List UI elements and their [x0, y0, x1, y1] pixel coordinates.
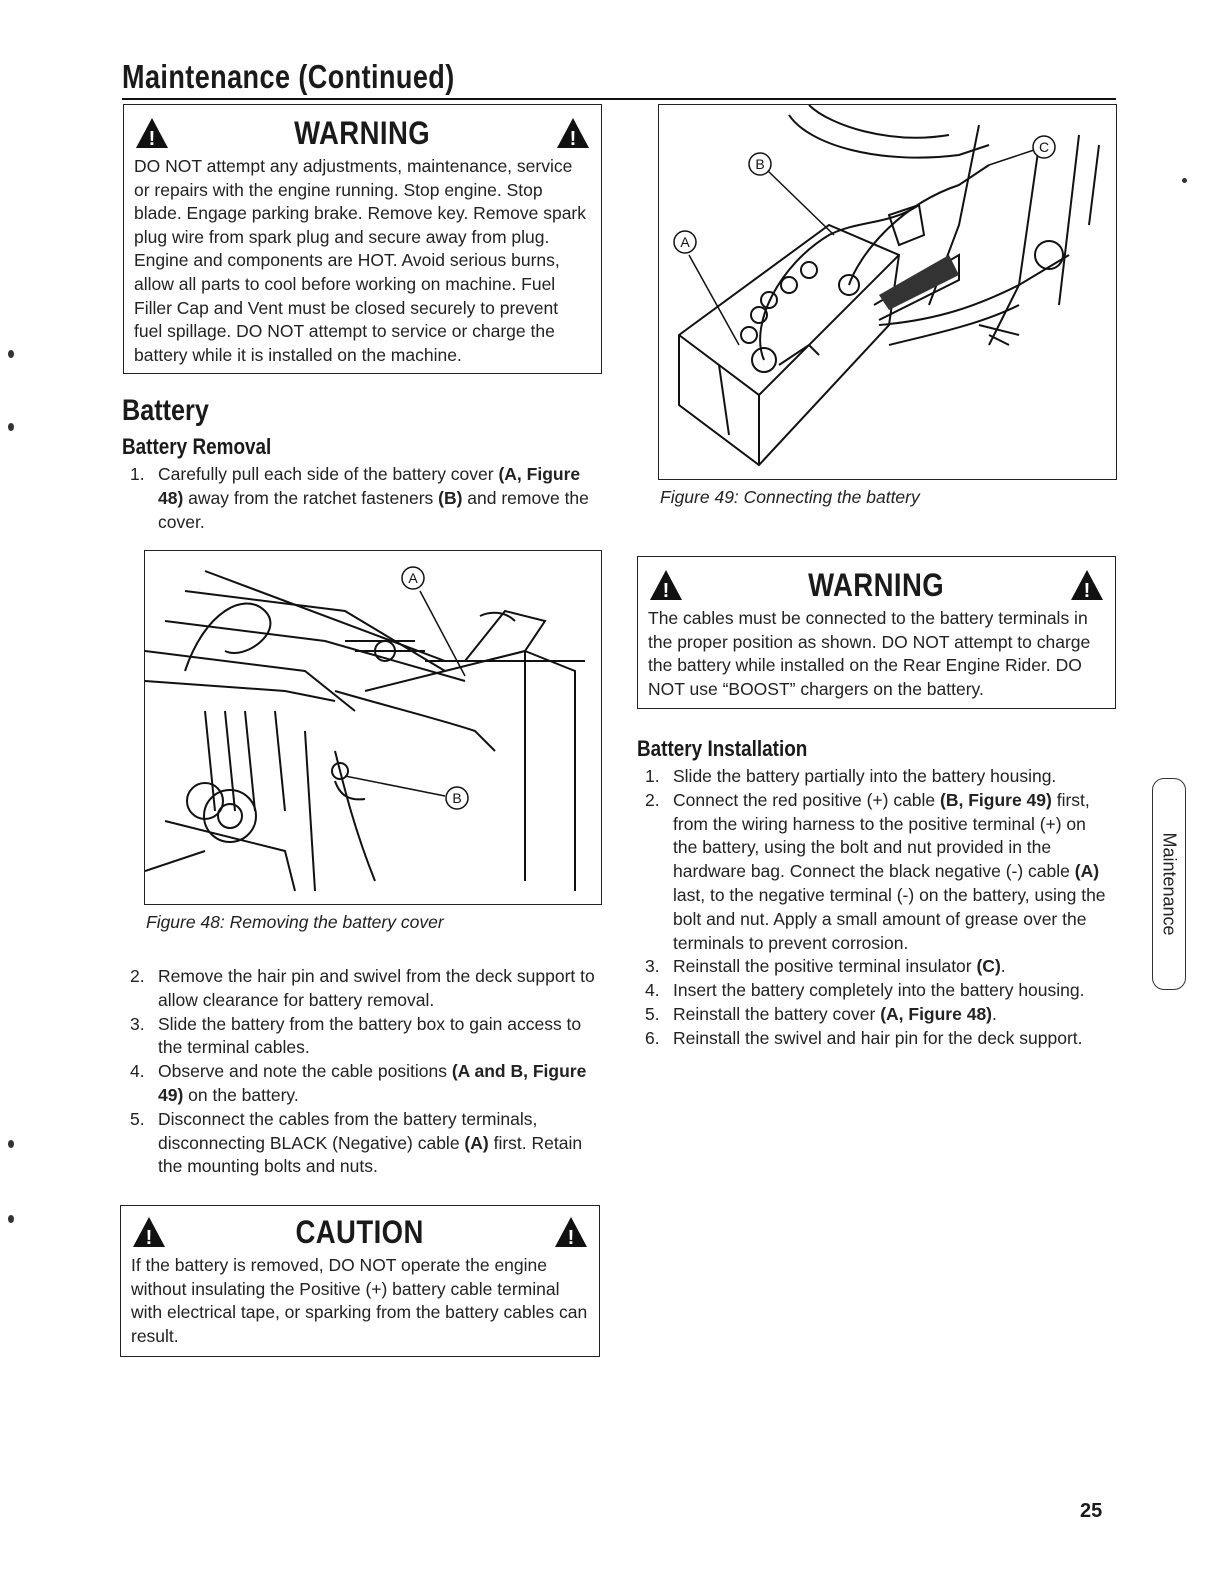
- list-item: 4. Observe and note the cable positions (A and B, Figure 49) on the battery.: [130, 1061, 587, 1105]
- svg-text:!: !: [662, 580, 670, 602]
- list-item: 5. Disconnect the cables from the battery terminals, disconnecting BLACK (Negative) cable (A) first. Retain the mounting bolts and nuts.: [130, 1108, 583, 1177]
- figure-48-callout-a: [402, 567, 424, 589]
- caution-box: [120, 1205, 600, 1357]
- binding-hole-mark: [8, 350, 14, 358]
- warning-header-2: [648, 563, 1105, 607]
- svg-text:C: C: [1038, 139, 1050, 155]
- list-item: 3. Reinstall the positive terminal insulator (C).: [645, 956, 1006, 977]
- warning-text-2: The cables must be connected to the battery terminals in the proper position as shown. DO NOT attempt to charge the battery while installed on the Rear Engine Rider. DO NOT use “BOOST” chargers on the battery.: [648, 608, 1091, 699]
- section-tab-label: Maintenance: [1159, 832, 1180, 936]
- figure-49-illustration: [659, 105, 1115, 478]
- figure-48-illustration: [145, 551, 600, 903]
- warning-box-2: [637, 556, 1116, 709]
- figure-48-callout-b: [446, 787, 468, 809]
- svg-text:!: !: [569, 128, 577, 150]
- list-item: 5. Reinstall the battery cover (A, Figure 48).: [645, 1003, 997, 1024]
- binding-hole-mark: [8, 1215, 14, 1223]
- warning-triangle-icon: [1069, 568, 1105, 602]
- list-item: 1. Slide the battery partially into the battery housing.: [645, 766, 1057, 786]
- list-item: 4. Insert the battery completely into the battery housing.: [645, 980, 1085, 1001]
- battery-installation-heading: Battery Installation: [637, 736, 808, 761]
- page-number: 25: [1080, 1500, 1103, 1522]
- figure-49-callout-a: [674, 231, 696, 253]
- scan-mark: [1182, 178, 1187, 183]
- warning-triangle-icon: [131, 1215, 167, 1249]
- warning-triangle-icon: [553, 1215, 589, 1249]
- svg-text:!: !: [1083, 580, 1091, 602]
- list-item: 2. Remove the hair pin and swivel from the deck support to allow clearance for battery removal.: [130, 966, 595, 1010]
- caution-label: CAUTION: [295, 1213, 425, 1250]
- caution-header: [131, 1210, 589, 1254]
- svg-text:B: B: [755, 156, 765, 172]
- warning-label-1: WARNING: [294, 114, 431, 151]
- battery-removal-heading: Battery Removal: [122, 434, 272, 459]
- svg-text:A: A: [680, 234, 690, 250]
- warning-text-1: DO NOT attempt any adjustments, maintenance, service or repairs with the engine running. Stop engine. Stop blade. Engage parking brake. Remove key. Remove spark plug wire from spark plug and secure away from plug. Engine and components are HOT. Avoid serious burns, allow all parts to cool before working on machine. Fuel Filler Cap and Vent must be closed securely to prevent fuel spillage. DO NOT attempt to service or charge the battery while it is installed on the machine.: [134, 156, 587, 365]
- svg-text:!: !: [148, 128, 156, 150]
- svg-text:B: B: [452, 790, 462, 806]
- section-tab: [1152, 778, 1186, 990]
- svg-text:!: !: [145, 1227, 153, 1249]
- warning-header-1: [134, 111, 591, 155]
- list-item: 3. Slide the battery from the battery box to gain access to the terminal cables.: [130, 1013, 582, 1058]
- figure-49-callout-b: [749, 153, 771, 175]
- list-item: 2. Connect the red positive (+) cable (B, Figure 49) first, from the wiring harness to the positive terminal (+) on the battery, using the bolt and nut provided in the hardware bag. Connect the black negative (-) cable (A) last, to the negative terminal (-) on the battery, using the bolt and nut. Apply a small amount of grease over the terminals to prevent corrosion.: [645, 789, 1106, 953]
- battery-heading: Battery: [122, 394, 209, 427]
- warning-box-1: [123, 104, 602, 374]
- binding-hole-mark: [8, 423, 14, 431]
- binding-hole-mark: [8, 1140, 14, 1148]
- svg-text:A: A: [408, 570, 418, 586]
- warning-label-2: WARNING: [808, 566, 945, 603]
- caution-text: If the battery is removed, DO NOT operate the engine without insulating the Positive (+) battery cable terminal with electrical tape, or sparking from the battery cables can result.: [131, 1255, 588, 1346]
- warning-triangle-icon: [555, 116, 591, 150]
- removal-steps-top: [122, 463, 600, 534]
- list-item: 6. Reinstall the swivel and hair pin for the deck support.: [645, 1027, 1083, 1048]
- warning-triangle-icon: [134, 116, 170, 150]
- figure-48: [144, 550, 602, 905]
- figure-48-caption: Figure 48: Removing the battery cover: [146, 912, 444, 932]
- figure-49-callout-c: [1033, 136, 1055, 158]
- title-rule: [122, 98, 1116, 100]
- page-title: Maintenance (Continued): [122, 58, 455, 95]
- svg-text:!: !: [567, 1227, 575, 1249]
- installation-steps: [637, 765, 1115, 1051]
- warning-triangle-icon: [648, 568, 684, 602]
- list-item: 1. Carefully pull each side of the battery cover (A, Figure 48) away from the ratchet fasteners (B) and remove the cover.: [130, 464, 589, 532]
- figure-49-caption: Figure 49: Connecting the battery: [660, 487, 920, 507]
- figure-49: [658, 104, 1117, 480]
- removal-steps-bottom: [122, 965, 600, 1179]
